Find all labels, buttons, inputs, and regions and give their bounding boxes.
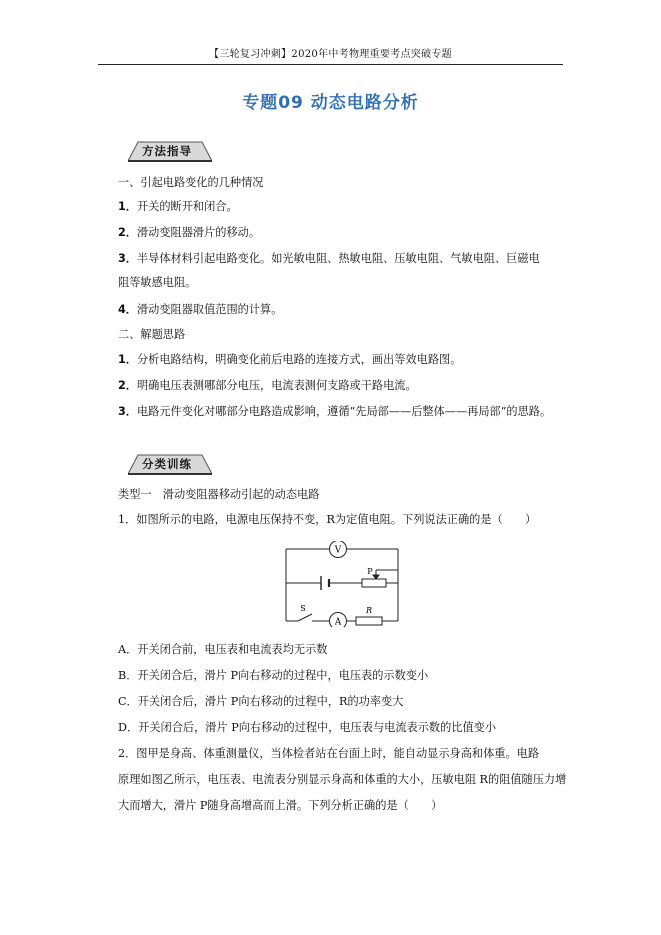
list-item [118, 352, 568, 368]
list-item [118, 378, 568, 394]
section-tag-training [128, 453, 212, 475]
page-title: 专题09 动态电路分析 [242, 93, 419, 113]
question-2-line: 2．图甲是身高、体重测量仪，当体检者站在台面上时，能自动显示身高和体重。电路 [118, 747, 540, 760]
page-header: 【三轮复习冲刺】2020年中考物理重要考点突破专题 [98, 46, 563, 65]
list-item [118, 275, 568, 291]
item-text: 开关的断开和闭合。 [136, 200, 238, 213]
question-2-line: 大而增大，滑片 P随身高增高而上滑。下列分析正确的是（ ） [118, 799, 443, 812]
option-a: A．开关闭合前，电压表和电流表均无示数 [118, 643, 328, 656]
section-tag-label: 分类训练 [142, 457, 192, 471]
question-1-stem: 1．如图所示的电路，电源电压保持不变，R为定值电阻。下列说法正确的是（ ） [118, 513, 537, 526]
option-d: D．开关闭合后，滑片 P向右移动的过程中，电压表与电流表示数的比值变小 [118, 721, 497, 734]
item-text: 分析电路结构，明确变化前后电路的连接方式，画出等效电路图。 [136, 353, 462, 366]
list-item [118, 199, 568, 215]
item-number: 2． [118, 226, 137, 239]
section-tag-label: 方法指导 [142, 144, 192, 158]
item-number: 3． [118, 405, 137, 418]
voltmeter-label: V [334, 545, 342, 556]
ammeter-label: A [334, 617, 342, 627]
circuit-diagram [280, 541, 410, 627]
option-c: C．开关闭合后，滑片 P向右移动的过程中，R的功率变大 [118, 695, 404, 708]
item-text: 明确电压表测哪部分电压，电流表测何支路或干路电流。 [136, 379, 417, 392]
item-number: 2． [118, 379, 137, 392]
question-2-line: 原理如图乙所示，电压表、电流表分别显示身高和体重的大小，压敏电阻 R的阻值随压力增 [118, 773, 567, 786]
item-text: 滑动变阻器取值范围的计算。 [136, 303, 283, 316]
list-item [118, 302, 568, 318]
switch-label: S [300, 604, 306, 613]
item-text: 阻等敏感电阻。 [118, 276, 197, 289]
option-b: B．开关闭合后，滑片 P向右移动的过程中，电压表的示数变小 [118, 669, 429, 682]
list-item [118, 251, 568, 267]
item-text: 滑动变阻器滑片的移动。 [136, 226, 261, 239]
item-number: 4． [118, 303, 137, 316]
slider-label: P [367, 567, 373, 576]
item-number: 1． [118, 200, 137, 213]
resistor-label: R [365, 606, 373, 615]
item-number: 1． [118, 353, 137, 366]
type-heading: 类型一 滑动变阻器移动引起的动态电路 [118, 488, 320, 501]
item-text: 电路元件变化对哪部分电路造成影响，遵循“先局部——后整体——再局部”的思路。 [136, 405, 552, 418]
item-text: 半导体材料引起电路变化。如光敏电阻、热敏电阻、压敏电阻、气敏电阻、巨磁电 [136, 252, 540, 265]
item-number: 3． [118, 252, 137, 265]
heading-approach: 二、解题思路 [118, 328, 186, 341]
section-tag-method [128, 140, 212, 162]
heading-causes: 一、引起电路变化的几种情况 [118, 176, 264, 189]
list-item [118, 225, 568, 241]
list-item [118, 404, 568, 420]
